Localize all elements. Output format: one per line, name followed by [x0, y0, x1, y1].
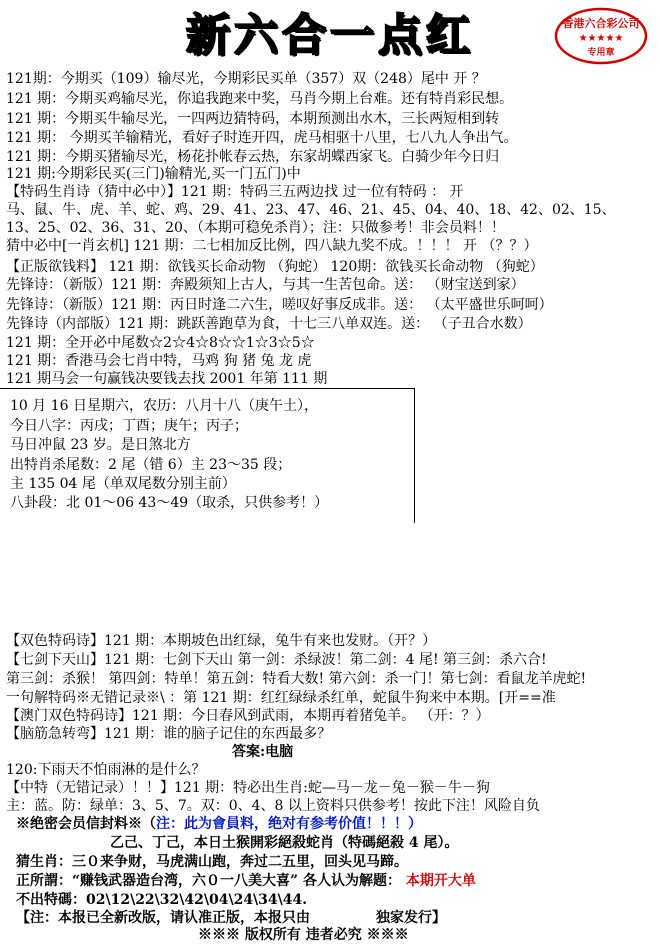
text-line: 第三剑：杀猴！ 第四剑：特单！第五剑：特看大数! 第六剑：杀一门！第七剑：看鼠龙羊虎蛇! — [6, 671, 587, 687]
vip-line — [16, 815, 422, 833]
text-line: 【正版欲钱料】 121 期：欲钱买长命动物 （狗蛇） 120期：欲钱买长命动物 （狗蛇） — [6, 259, 544, 275]
answer-text: 答案:电脑 — [232, 744, 294, 760]
text-line: 121 期:今期彩民买(三门)输精光,买一门五门)中 — [6, 166, 301, 182]
almanac-line: 出特肖杀尾数：2 尾（错 6）主 23～35 段； — [10, 457, 292, 473]
text-line: 主：蓝。防：绿单：3、5、7。双：0、4、8 以上资料只供参考！按此下注！风险自负 — [6, 798, 540, 814]
text-line: 【脑筋急转弯】121 期：谁的脑子记住的东西最多？ — [6, 726, 332, 742]
text-line: 【中特（无错记录）！！】121 期：特必出生肖:蛇—马－龙－兔－猴－牛－狗 — [6, 780, 490, 796]
zhengsuo-tail: 本期开大单 — [405, 873, 476, 889]
almanac-line: 马日冲鼠 23 岁。是日煞北方 — [10, 437, 191, 453]
almanac-box — [0, 388, 415, 523]
text-line: 13、25、02、36、31、20、（本期可稳免杀肖）；注：只做参考！非会员料！！ — [6, 220, 505, 236]
text-line: 一句解特码※无错记录※\ ：第 121 期：红红绿绿杀红单，蛇鼠牛狗来中本期。[开==准 — [6, 690, 556, 706]
page-title: 新六合一点红 — [186, 10, 474, 61]
text-line: 121 期：今期买牛输尽光，一四两边猜特码，本期预测出水木，三长两短相到转 — [6, 111, 500, 127]
seal-sub: 专用章 — [587, 48, 615, 58]
almanac-line: 10 月 16 日星期六，农历：八月十八（庚午土）， — [10, 398, 318, 414]
text-line: 121 期马会一句赢钱决要钱去找 2001 年第 111 期 — [6, 371, 328, 387]
text-line: 先锋诗：（新版）121 期：奔殿须知上古人，与其一生苦包命。送： （财宝送到家） — [6, 277, 525, 293]
text-line: 先锋诗（内部版）121 期：跳跃善跑草为食，十七三八单双连。送： （子丑合水数） — [6, 316, 532, 332]
almanac-line: 今日八字：丙戌；丁酉；庚午；丙子； — [10, 418, 248, 434]
guess-zodiac-line: 猜生肖：三０来争财，马虎满山跑，奔过二五里，回头见马蹄。 — [16, 854, 408, 870]
zhengsuo-mid: 各人认为解题： — [302, 873, 401, 889]
vip-prefix: ※绝密会员信封料※（ — [16, 816, 156, 832]
zhengsuo-prefix: 正所謂： — [16, 873, 72, 889]
text-line: 马、鼠、牛、虎、羊、蛇、鸡、29、41、23、47、46、21、45、04、40、18、42、02、15、 — [6, 202, 616, 218]
text-line: 【双色特码诗】121 期：本期坡色出红绿，兔牛有来也发财。（开？） — [6, 633, 437, 649]
buchu-line: 不出特碼：02\12\22\32\42\04\24\34\44. — [16, 892, 308, 908]
text-line: 先锋诗：（新版）121 期：丙日时逢二六生，嗟叹好事反成非。送： （太平盛世乐呵呵） — [6, 297, 553, 313]
red-seal-stamp — [553, 6, 649, 66]
text-line: 121 期：全开必中尾数☆2☆4☆8☆☆1☆3☆5☆ — [6, 335, 315, 351]
text-line: 121 期：香港马会七肖中特，马鸡 狗 猪 兔 龙 虎 — [6, 353, 312, 369]
almanac-line: 八卦段：北 01～06 43～49（取杀，只供参考！） — [10, 495, 329, 511]
text-line: 【特码生肖诗（猜中必中）】121 期：特码三五两边找 过一位有特码 ： 开 — [6, 184, 464, 200]
seal-text: 香港六合彩公司 — [562, 17, 640, 30]
riddle-text: 120:下雨天不怕雨淋的是什么？ — [6, 762, 206, 778]
notice-prefix: 【注：本报已全新改版，请认准正版，本报只由 — [16, 910, 310, 926]
text-line: 121 期： 今期买羊输精光，看好子时连开四，虎马相驱十八里，七八九人争出气。 — [6, 130, 518, 146]
formula-line: 乙己、丁己，本日土猴開彩絕殺蛇肖（特碼絕殺 4 尾）。 — [110, 835, 459, 851]
copyright-line: ※※※ 版权所有 违者必究 ※※※ — [198, 927, 409, 943]
zhengsuo-quote: “赚钱武器造台湾，六０一八美大喜” — [72, 873, 299, 889]
text-line: 【澳门双色特码诗】121 期：今日春风到武雨，本期再着猪兔羊。 （开：？） — [6, 708, 490, 724]
text-line: 【七剑下天山】121 期：七剑下天山 第一剑：杀绿波！第二剑：4 尾! 第三剑：杀六合! — [6, 652, 547, 668]
seal-stars: ★★★★★ — [578, 33, 624, 44]
text-line: 121 期：今期买鸡输尽光，你追我跑来中奖，马肖今期上台难。还有特肖彩民想。 — [6, 91, 514, 107]
notice-tail: 独家发行】 — [376, 910, 446, 926]
zhengsuo-line — [16, 872, 476, 890]
text-line: 猜中必中[一肖玄机] 121 期：二七相加反比例，四八缺九奖不成。！！！ 开 （？？） — [6, 238, 538, 254]
notice-line — [16, 909, 446, 927]
almanac-line: 主 135 04 尾（单双尾数分别主前） — [10, 476, 236, 492]
vip-note: 注：此为會員料，绝对有参考价值！！！） — [156, 816, 422, 832]
text-line: 121 期：今期买猪输尽光，杨花扑帐春云热，东家胡蝶西家飞。白骑少年今日归 — [6, 149, 500, 165]
text-line: 121期：今期买（109）输尽光，今期彩民买单（357）双（248）尾中 开 ？ — [6, 71, 486, 87]
